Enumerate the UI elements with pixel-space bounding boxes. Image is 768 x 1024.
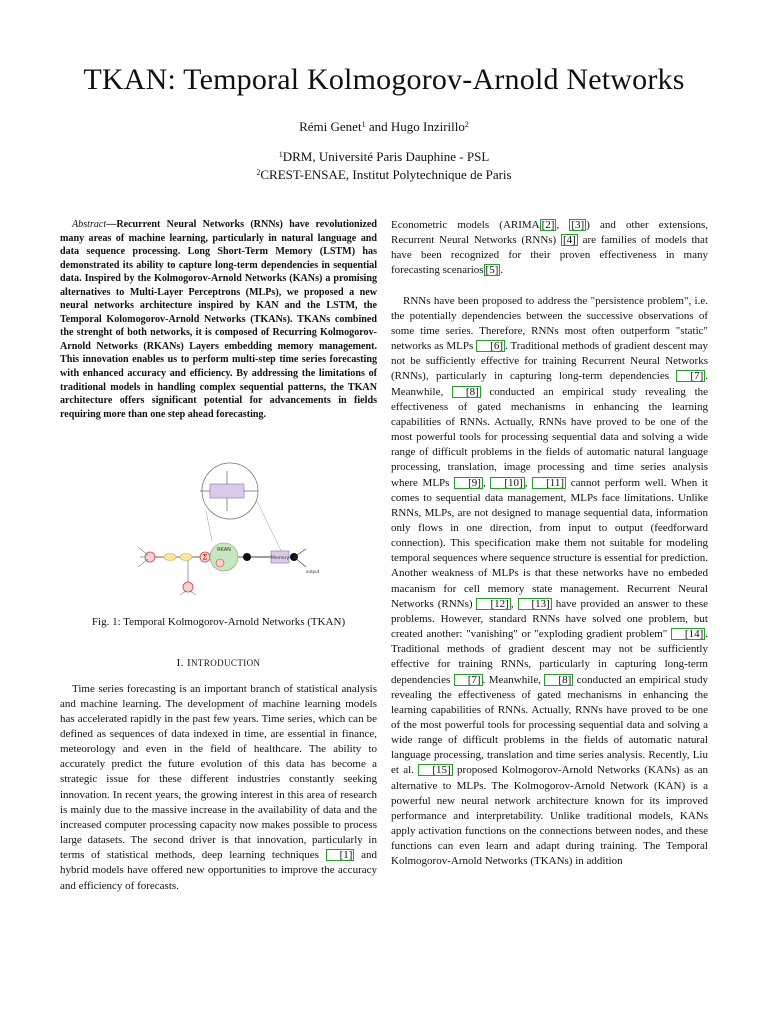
rp2-k: . Meanwhile, — [482, 673, 545, 686]
author-1-affil-mark: 1 — [361, 120, 366, 129]
feedback-edge-3 — [190, 591, 196, 595]
citation-link[interactable]: [12] — [476, 598, 510, 610]
citation-link[interactable]: [4] — [563, 234, 576, 247]
intro-p1-tail: and hybrid models have offered new opportunities to improve the accuracy and efficiency of forecasts. — [60, 849, 377, 892]
citation-link[interactable]: [7] — [454, 674, 483, 686]
rp2-h: , — [510, 597, 518, 610]
citation-link[interactable]: [5] — [485, 264, 499, 277]
feedback-node — [183, 582, 193, 592]
left-column — [60, 218, 377, 894]
author-2: Hugo Inzirillo — [390, 119, 465, 134]
affiliation-1-mark: 1 — [278, 150, 283, 159]
intro-p1-text: Time series forecasting is an important branch of statistical analysis and machine learning. The development of machine learning models has accelerated rapidly in the past few years. Time series, which can be defined as sequences of data indexed in time, are essential in finance, meteorology and even in the field of healthcare. The ability to accurately predict the future evolution of this data has become a strategic issue for these different industries constantly seeking innovation. In recent years, the growing interest in this area of research is mainly due to the massive increase in the availability of data and the increased computer processing capacity now makes possible to process large datasets. The second driver is that innovation, particularly in terms of statistical methods, deep learning techniques — [60, 682, 377, 862]
paper-title: TKAN: Temporal Kolmogorov-Arnold Networks — [83, 63, 685, 96]
rp2-a: RNNs have been proposed to address the "persistence problem", i.e. the potentially dependencies between the successive observations of some time series. Therefore, RNNs most often outperform "static" networks as MLPs — [391, 294, 708, 353]
output-edge-up — [294, 549, 306, 557]
intro-paragraph-1 — [60, 682, 377, 894]
author-line — [0, 119, 768, 135]
citation-link[interactable]: [8] — [544, 674, 573, 686]
section-title-initial: I — [186, 657, 192, 670]
rp1-b: , — [556, 219, 570, 231]
rp2-e: , — [482, 476, 491, 489]
sum-node-label: Σ — [202, 553, 208, 562]
citation-link[interactable]: [11] — [532, 477, 566, 489]
abstract-text: —Recurrent Neural Networks (RNNs) have revolutionized many areas of machine learning, particularly in natural language and data sequence processing. Long Short-Term Memory (LSTM) has demonstrated its ability to capture long-term dependencies in sequential data. Inspired by the Kolmogorov-Arnold Networks (KANs) a promising alternatives to Multi-Layer Perceptrons (MLPs), we proposed a new neural networks architecture inspired by KAN and the LSTM, the Temporal Kolomogorov-Arnold Networks (TKANs). TKANs combined the strenght of both networks, it is composed of Recurring Kolmogorov-Arnold Networks (RKANs) Layers embedding memory management. This innovation enables us to perform multi-step time series forecasting with enhanced accuracy and efficiency. By addressing the limitations of traditional models in handling complex sequential patterns, the TKAN architecture offers significant potential for advancements in fields requiring more than one step ahead forecasting. — [60, 219, 377, 420]
citation-link[interactable]: [10] — [490, 477, 524, 489]
affiliation-1 — [0, 148, 768, 166]
gate-node-2 — [180, 554, 192, 561]
tkan-diagram — [60, 443, 377, 605]
citation-link[interactable]: [8] — [452, 386, 481, 398]
citation-link[interactable]: [6] — [476, 340, 505, 352]
section-number: I. — [176, 657, 184, 670]
rp1-e: . — [500, 264, 504, 277]
section-title-rest: NTRODUCTION — [191, 658, 261, 669]
citation-link[interactable]: [2] — [541, 219, 555, 231]
rp2-j: . Traditional methods of gradient descent may not be sufficiently effective for training RNNs, particularly in capturing long-term dependencies — [391, 628, 708, 686]
author-2-affil-mark: 2 — [464, 120, 469, 129]
input-edge-2 — [138, 559, 148, 567]
rp2-m: proposed Kolmogorov-Arnold Networks (KANs) as an alternative to MLPs. The Kolmogorov-Arnold Network (KAN) is a powerful new neural network architecture known for its improved performance and interpretability. Unlike traditional models, KANs apply activation functions on the connections between nodes, and these functions can even learn and adapt during training. The Temporal Kolmogorov-Arnold Networks (TKANs) in addition — [391, 764, 708, 868]
output-edge-down — [294, 557, 306, 567]
citation-link[interactable]: [15] — [418, 764, 452, 776]
rp2-l: conducted an empirical study revealing the effectiveness of gated mechanisms in enhancing the learning capabilities of RNNs. Actually, RNNs have proved to be one of the most powerful tools for processing sequential data and solving a wide range of difficult problems in the fields of automatic natural language processing, translation and time series analysis. Recently, Liu et al. — [391, 673, 709, 777]
right-paragraph-2 — [391, 294, 708, 870]
citation-link[interactable]: [9] — [454, 477, 483, 489]
rp1-d: are families of models that have been recognized for their proven effectiveness in many forecasting scenarios — [391, 234, 708, 277]
right-column — [391, 218, 708, 870]
zoom-rkan-block — [210, 484, 244, 498]
citation-link[interactable]: [3] — [571, 219, 585, 231]
output-label: output — [306, 569, 320, 575]
affiliations — [0, 148, 768, 184]
abstract — [60, 218, 377, 421]
rp2-i: have provided an answer to these problems. However, standard RNNs have solved one problem, but created another: "vanishing" or "exploding gradient problem" — [391, 597, 709, 641]
author-conjunction: and — [365, 119, 391, 134]
feedback-edge-2 — [180, 591, 186, 595]
right-paragraph-1 — [391, 218, 708, 279]
rp1-a: Econometric models (ARIMA — [391, 219, 540, 231]
citation-link[interactable]: [13] — [518, 598, 552, 610]
affiliation-2 — [0, 166, 768, 184]
zoom-connector-left — [206, 511, 212, 541]
gate-node-1 — [164, 554, 176, 561]
rp2-b: . Traditional methods of gradient descent may not be sufficiently effective for training Recurrent Neural Networks (RNNs), particularly in capturing long-term dependencies — [391, 340, 708, 383]
section-heading — [60, 656, 377, 671]
abstract-label: Abstract — [72, 219, 107, 230]
input-edge-1 — [138, 547, 148, 555]
affiliation-2-mark: 2 — [256, 168, 261, 177]
rp2-f: , — [524, 476, 533, 489]
rp2-d: conducted an empirical study revealing the effectiveness of gated mechanisms in enhancing the learning capabilities of RNNs. Actually, RNNs have proved to be one of the most powerful tools for processing sequential data and solving a wide range of difficult problems in the fields of automatic natural language processing, translation, image processing and time series analysis where MLPs — [391, 385, 709, 489]
zoom-connector-right — [256, 499, 284, 557]
affiliation-1-text: DRM, Université Paris Dauphine - PSL — [282, 149, 490, 164]
rp1-c: ) and other extensions, Recurrent Neural Networks (RNNs) — [391, 219, 708, 247]
citation-link[interactable]: [7] — [676, 370, 705, 382]
paragraph-gap — [391, 279, 708, 294]
citation-link[interactable]: [14] — [671, 628, 705, 640]
figure-1 — [60, 443, 377, 605]
rp2-g: cannot perform well. When it comes to sequential data management, MLPs face limitations. Unlike RNNs, MLPs, are not designed to manage sequential data, information only flows in one direction, from input to output (feedforward connection). This specification make them not suitable for modeling temporal sequences where sequence structure is essential for prediction. Another weakness of MLPs is that these networks have no embeded macanism for cell memory state management. Recurrent Neural Networks (RNNs) — [391, 476, 708, 610]
rp2-c: . Meanwhile, — [391, 370, 708, 398]
memory-label: Memory — [270, 556, 290, 562]
rkan-inner-node — [216, 559, 224, 567]
citation-link[interactable]: [1] — [326, 849, 355, 861]
rkan-label: RKAN — [217, 547, 231, 554]
author-1: Rémi Genet — [299, 119, 362, 134]
figure-caption: Fig. 1: Temporal Kolmogorov-Arnold Networks (TKAN) — [91, 616, 346, 629]
affiliation-2-text: CREST-ENSAE, Institut Polytechnique de Paris — [260, 167, 512, 182]
junction-node-1 — [243, 553, 251, 561]
